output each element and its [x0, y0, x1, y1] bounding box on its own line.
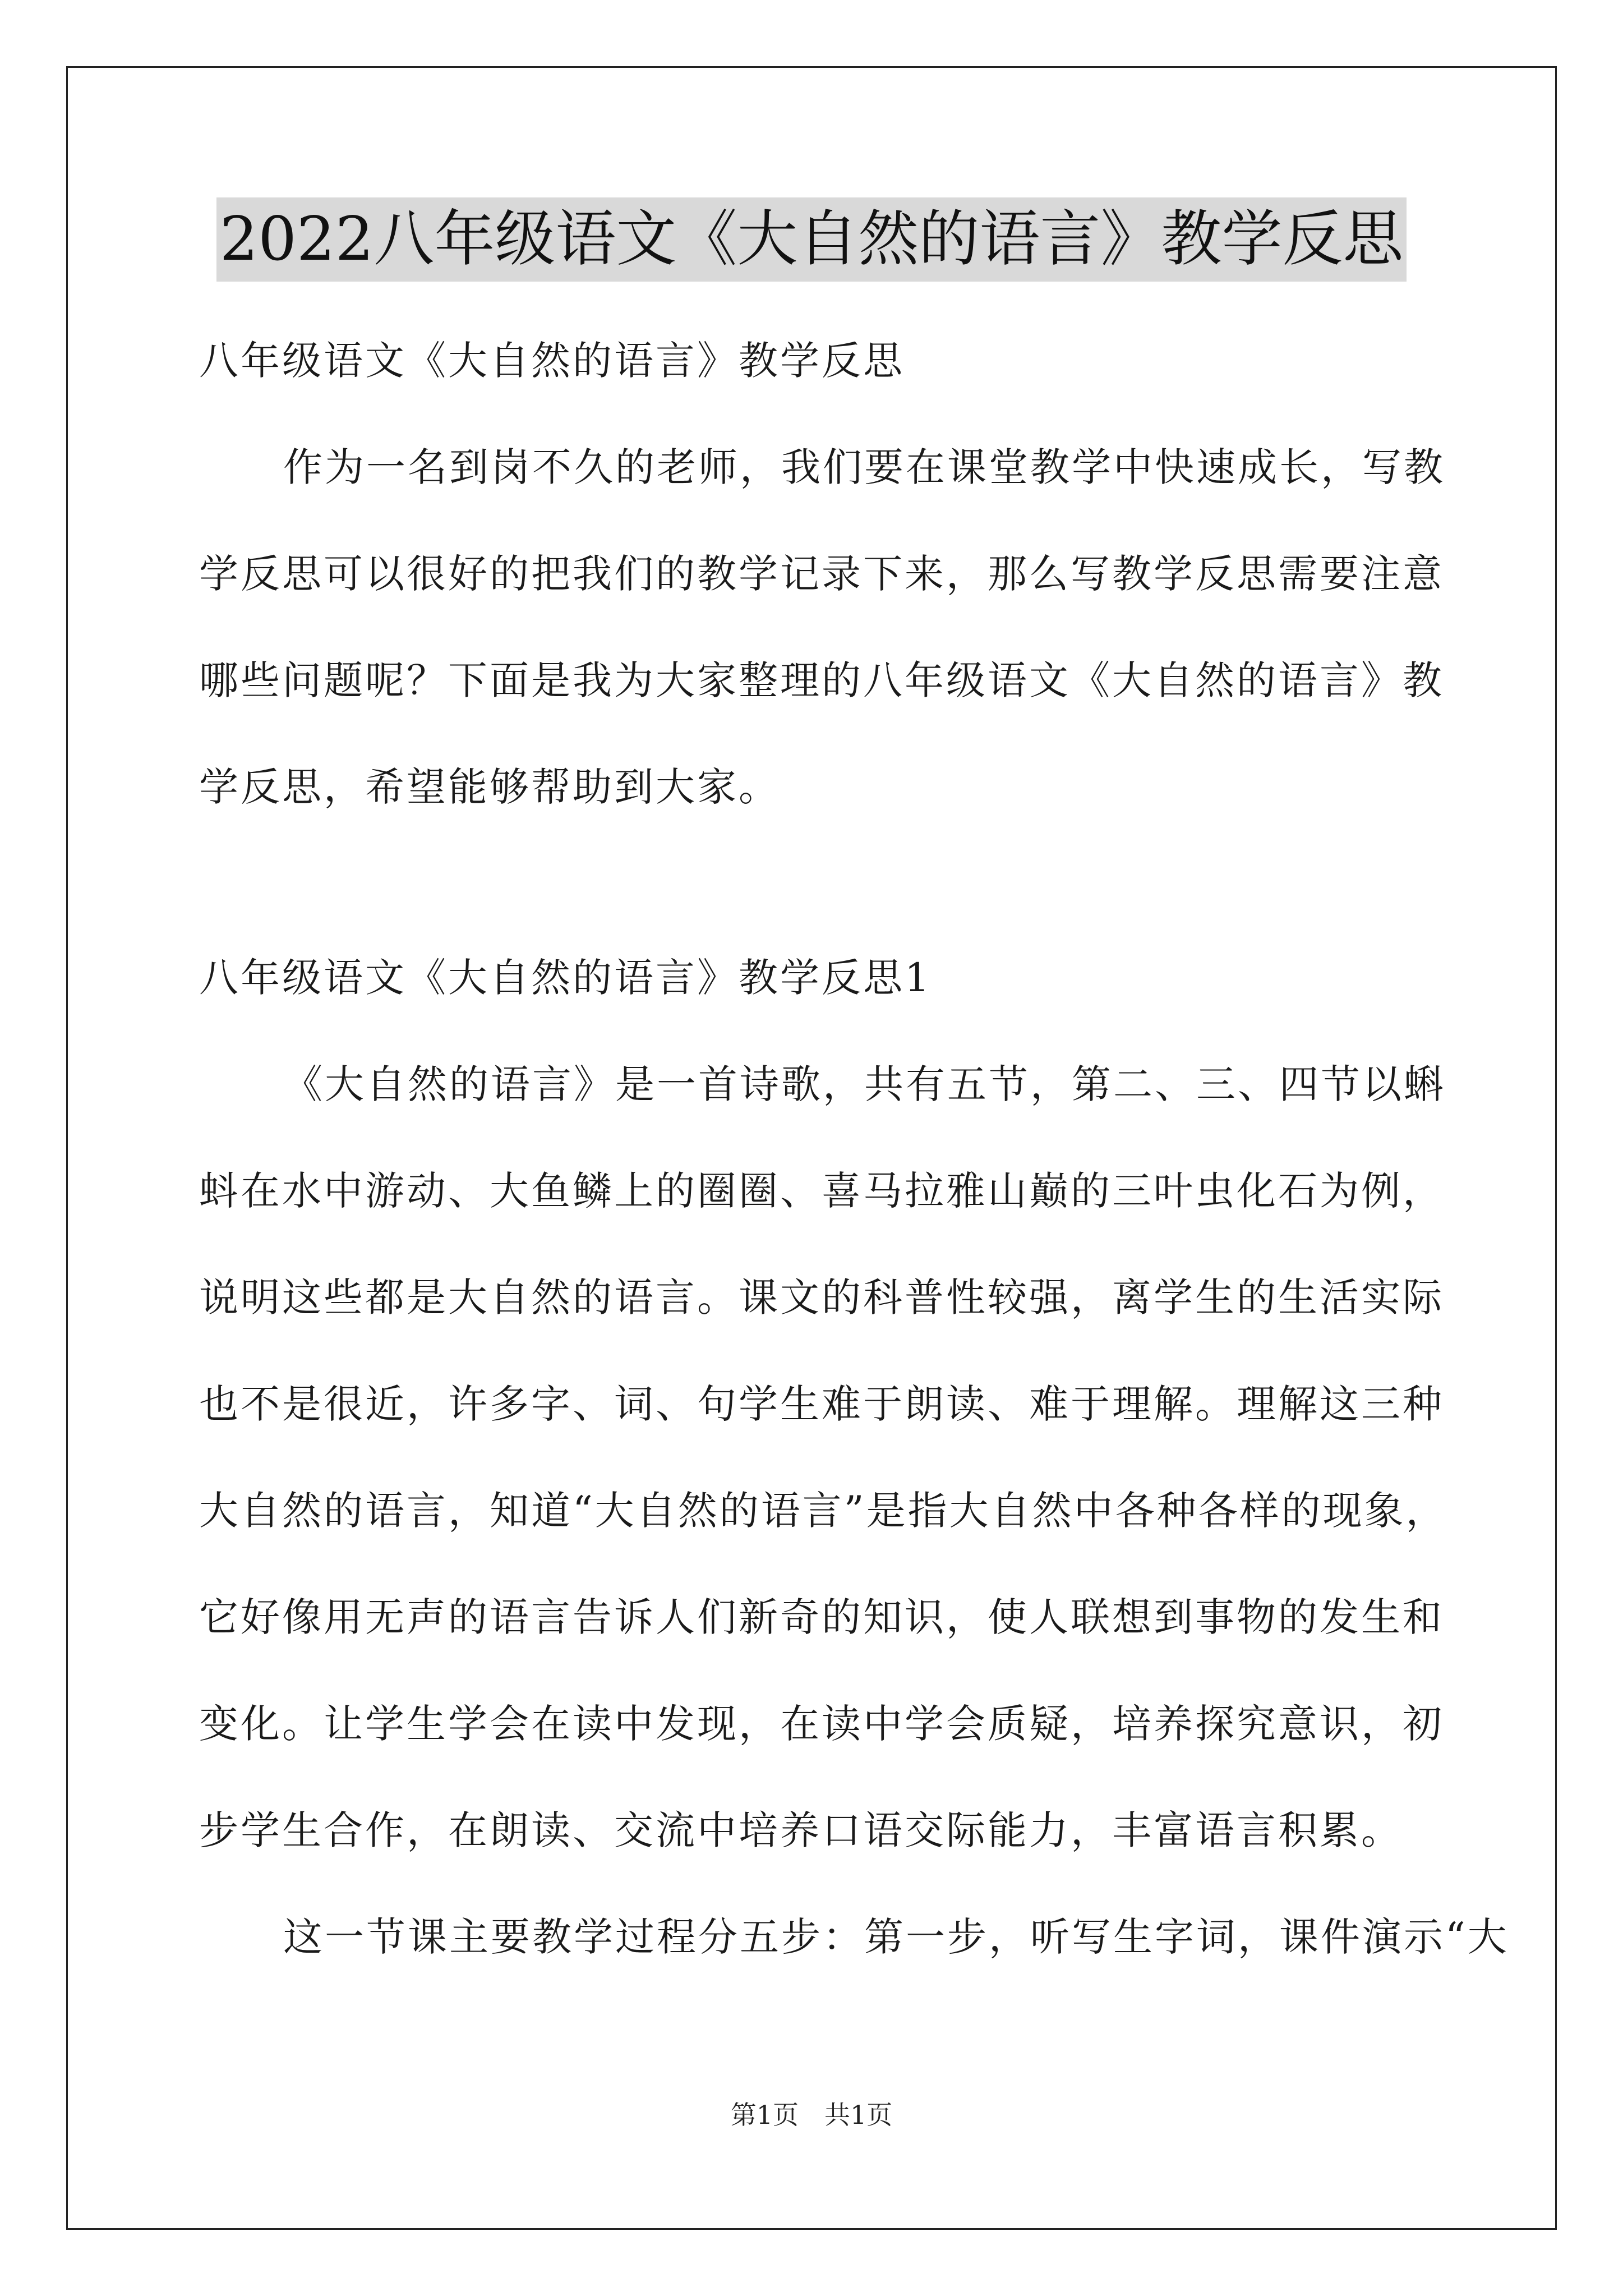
section-gap: [199, 840, 1427, 924]
paragraph-line: 蚪在水中游动、大鱼鳞上的圈圈、喜马拉雅山巅的三叶虫化石为例，: [199, 1168, 1444, 1214]
page-number: 第1页 共1页: [730, 2100, 893, 2130]
paragraph-line: 也不是很近，许多字、词、句学生难于朗读、难于理解。理解这三种: [199, 1381, 1444, 1427]
document-title: 2022八年级语文《大自然的语言》教学反思: [216, 197, 1407, 282]
paragraph-line: 变化。让学生学会在读中发现，在读中学会质疑，培养探究意识，初: [199, 1701, 1444, 1747]
paragraph-line: 说明这些都是大自然的语言。课文的科普性较强，离学生的生活实际: [199, 1274, 1444, 1320]
document-body: [199, 307, 1509, 1990]
intro-line: 学反思可以很好的把我们的教学记录下来，那么写教学反思需要注意: [199, 551, 1444, 597]
intro-line: 哪些问题呢？下面是我为大家整理的八年级语文《大自然的语言》教: [199, 657, 1444, 703]
paragraph-line: 这一节课主要教学过程分五步：第一步，听写生字词，课件演示“大: [283, 1914, 1509, 1960]
intro-line: 学反思，希望能够帮助到大家。: [199, 764, 780, 810]
paragraph-line: 《大自然的语言》是一首诗歌，共有五节，第二、三、四节以蝌: [283, 1061, 1445, 1107]
intro-heading: 八年级语文《大自然的语言》教学反思: [199, 338, 905, 384]
paragraph-line: 大自然的语言，知道“大自然的语言”是指大自然中各种各样的现象，: [199, 1488, 1447, 1534]
title-container: [0, 197, 1623, 282]
section-1-heading: 八年级语文《大自然的语言》教学反思1: [199, 955, 932, 1001]
intro-line: 作为一名到岗不久的老师，我们要在课堂教学中快速成长，写教: [283, 444, 1445, 490]
paragraph-line: 步学生合作，在朗读、交流中培养口语交际能力，丰富语言积累。: [199, 1807, 1403, 1853]
paragraph-line: 它好像用无声的语言告诉人们新奇的知识，使人联想到事物的发生和: [199, 1594, 1444, 1640]
